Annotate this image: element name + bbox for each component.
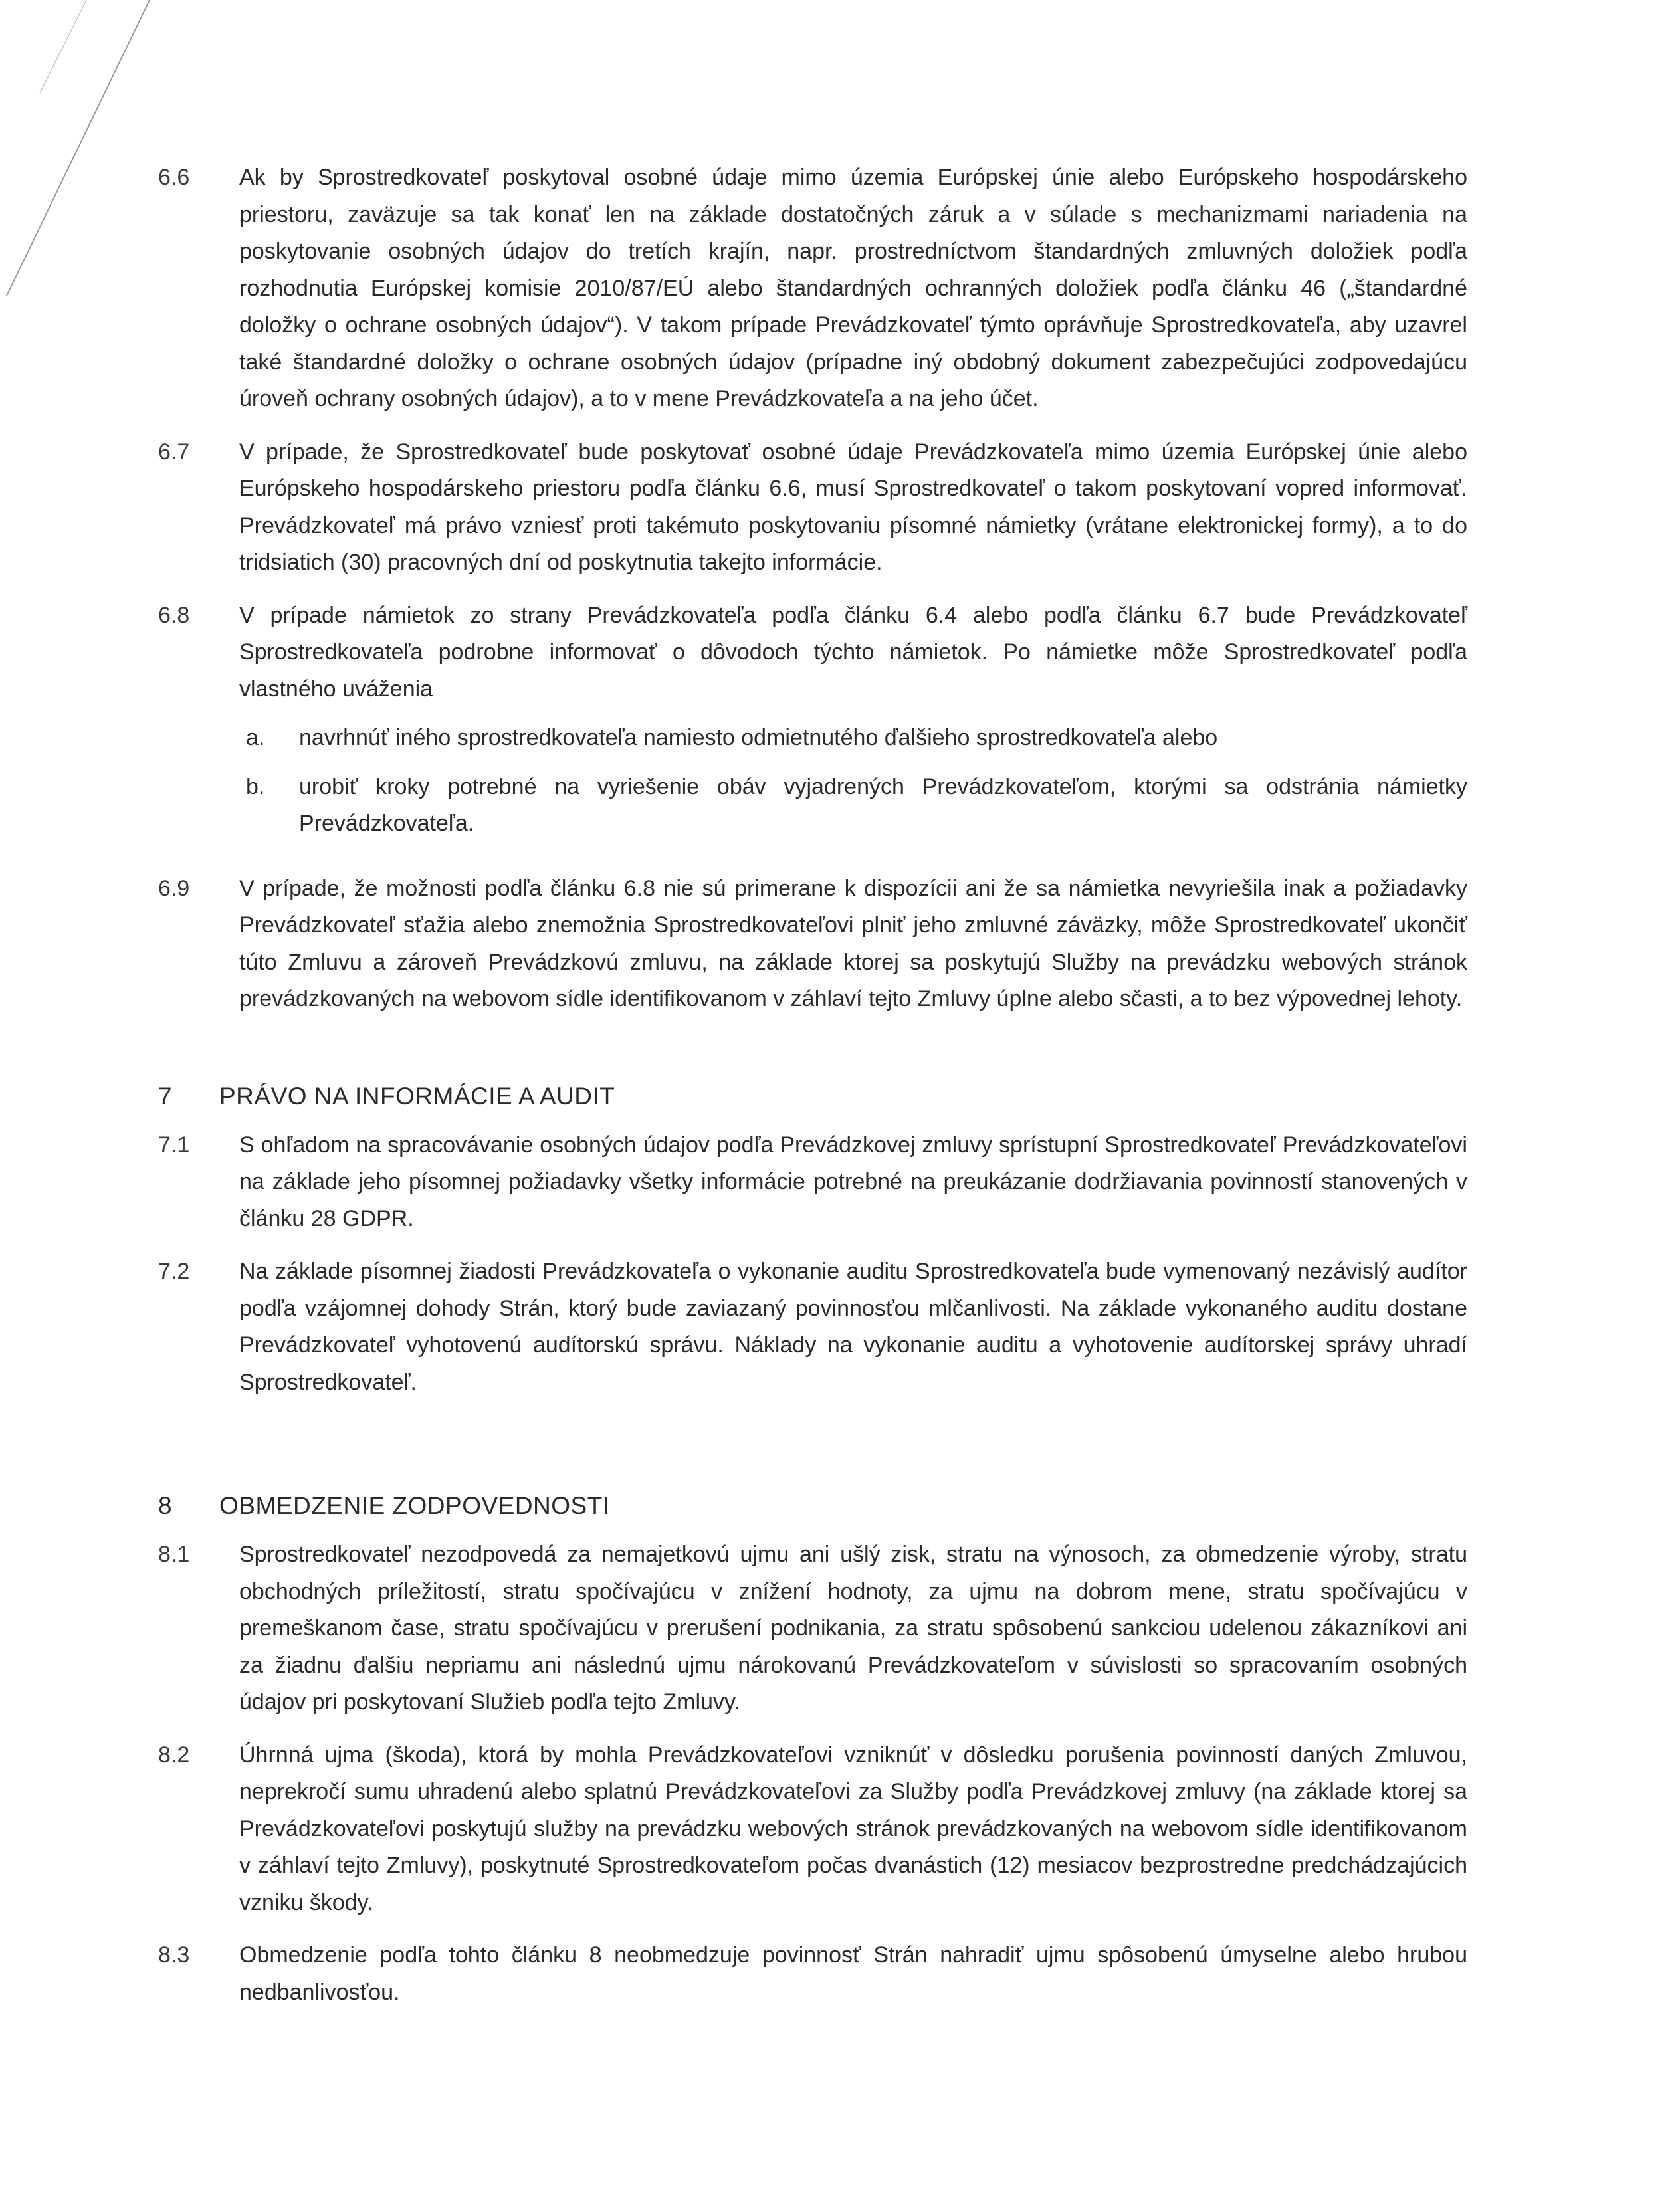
clause-number: 8.3 bbox=[158, 1942, 190, 1968]
clause-text: V prípade, že možnosti podľa článku 6.8 nie sú primerane k dispozícii ani že sa námietka nevyriešila inak a požiadavky Prevádzkovateľ sťažia alebo znemožnia Sprostredkovateľovi plniť jeho zmluvné záväzky, môže Sprostredkovateľ ukončiť túto Zmluvu a zároveň Prevádzkovú zmluvu, na základe ktorej sa poskytujú Služby na prevádzku webových stránok prevádzkovaných na webovom sídle identifikovanom v záhlaví tejto Zmluvy úplne alebo sčasti, a to bez výpovednej lehoty. bbox=[239, 875, 1467, 1011]
subitem-letter: b. bbox=[246, 774, 265, 799]
section-title: OBMEDZENIE ZODPOVEDNOSTI bbox=[219, 1492, 610, 1519]
clause-number: 8.1 bbox=[158, 1542, 190, 1567]
clause-text: Úhrnná ujma (škoda), ktorá by mohla Prevádzkovateľovi vzniknúť v dôsledku porušenia povinností daných Zmluvou, neprekročí sumu uhradenú alebo splatnú Prevádzkovateľovi za Služby podľa Prevádzkovej zmluvy (na základe ktorej sa Prevádzkovateľovi poskytujú služby na prevádzku webových stránok prevádzkovaných na webovom sídle identifikovanom v záhlaví tejto Zmluvy), poskytnuté Sprostredkovateľom počas dvanástich (12) mesiacov bezprostredne predchádzajúcich vzniku škody. bbox=[239, 1742, 1467, 1915]
subitem-a bbox=[239, 720, 1467, 757]
clause-number: 6.7 bbox=[158, 439, 190, 465]
clause-number: 6.6 bbox=[158, 165, 190, 190]
clause-number: 7.2 bbox=[158, 1259, 190, 1284]
contract-page bbox=[158, 159, 1467, 2027]
section-heading-8 bbox=[158, 1487, 1467, 1524]
clause-text: V prípade, že Sprostredkovateľ bude poskytovať osobné údaje Prevádzkovateľa mimo územia Európskej únie alebo Európskeho hospodárskeho priestoru podľa článku 6.6, musí Sprostredkovateľ o takom poskytovaní vopred informovať. Prevádzkovateľ má právo vzniesť proti takémuto poskytovaniu písomné námietky (vrátane elektronickej formy), a to do tridsiatich (30) pracovných dní od poskytnutia takejto informácie. bbox=[239, 439, 1467, 575]
clause-number: 7.1 bbox=[158, 1132, 190, 1158]
clause-6-6 bbox=[158, 159, 1467, 418]
clause-6-7 bbox=[158, 434, 1467, 581]
clause-6-8 bbox=[158, 597, 1467, 855]
section-title: PRÁVO NA INFORMÁCIE A AUDIT bbox=[219, 1082, 615, 1110]
section-number: 8 bbox=[158, 1492, 173, 1519]
clause-text: V prípade námietok zo strany Prevádzkovateľa podľa článku 6.4 alebo podľa článku 6.7 bude Prevádzkovateľ Sprostredkovateľa podrobne informovať o dôvodoch týchto námietok. Po námietke môže Sprostredkovateľ podľa vlastného uváženia bbox=[239, 602, 1467, 702]
subitem-b bbox=[239, 769, 1467, 843]
clause-subitems bbox=[239, 720, 1467, 843]
clause-text: Sprostredkovateľ nezodpovedá za nemajetkovú ujmu ani ušlý zisk, stratu na výnosoch, za obmedzenie výroby, stratu obchodných príležitostí, stratu spočívajúcu v znížení hodnoty, za ujmu na dobrom mene, stratu spočívajúcu v premeškanom čase, stratu spočívajúcu v prerušení podnikania, za stratu spôsobenú sankciou udelenou zákazníkovi ani za žiadnu ďalšiu nepriamu ani následnú ujmu nárokovanú Prevádzkovateľom v súvislosti so spracovaním osobných údajov pri poskytovaní Služieb podľa tejto Zmluvy. bbox=[239, 1542, 1467, 1715]
clause-number: 6.9 bbox=[158, 875, 190, 901]
clause-6-9 bbox=[158, 871, 1467, 1018]
clause-text: Obmedzenie podľa tohto článku 8 neobmedzuje povinnosť Strán nahradiť ujmu spôsobenú úmyselne alebo hrubou nedbanlivosťou. bbox=[239, 1942, 1467, 2005]
clause-text: S ohľadom na spracovávanie osobných údajov podľa Prevádzkovej zmluvy sprístupní Sprostredkovateľ Prevádzkovateľovi na základe jeho písomnej požiadavky všetky informácie potrebné na preukázanie dodržiavania povinností stanovených v článku 28 GDPR. bbox=[239, 1132, 1467, 1231]
section-heading-7 bbox=[158, 1078, 1467, 1115]
section-number: 7 bbox=[158, 1082, 173, 1110]
clause-text: Ak by Sprostredkovateľ poskytoval osobné údaje mimo územia Európskej únie alebo Európskeho hospodárskeho priestoru, zaväzuje sa tak konať len na základe dostatočných záruk a v súlade s mechanizmami nariadenia na poskytovanie osobných údajov do tretích krajín, napr. prostredníctvom štandardných zmluvných doložiek podľa rozhodnutia Európskej komisie 2010/87/EÚ alebo štandardných ochranných doložiek podľa článku 46 („štandardné doložky o ochrane osobných údajov“). V takom prípade Prevádzkovateľ týmto oprávňuje Sprostredkovateľa, aby uzavrel také štandardné doložky o ochrane osobných údajov (prípadne iný obdobný dokument zabezpečujúci zodpovedajúcu úroveň ochrany osobných údajov), a to v mene Prevádzkovateľa a na jeho účet. bbox=[239, 165, 1467, 411]
subitem-text: navrhnúť iného sprostredkovateľa namiesto odmietnutého ďalšieho sprostredkovateľa alebo bbox=[299, 725, 1218, 750]
subitem-letter: a. bbox=[246, 725, 265, 750]
subitem-text: urobiť kroky potrebné na vyriešenie obáv vyjadrených Prevádzkovateľom, ktorými sa odstránia námietky Prevádzkovateľa. bbox=[299, 774, 1467, 836]
clause-number: 6.8 bbox=[158, 602, 190, 628]
clause-8-1 bbox=[158, 1536, 1467, 1721]
clause-text: Na základe písomnej žiadosti Prevádzkovateľa o vykonanie auditu Sprostredkovateľa bude vymenovaný nezávislý audítor podľa vzájomnej dohody Strán, ktorý bude zaviazaný povinnosťou mlčanlivosti. Na základe vykonaného auditu dostane Prevádzkovateľ vyhotovenú audítorskú správu. Náklady na vykonanie auditu a vyhotovenie audítorskej správy uhradí Sprostredkovateľ. bbox=[239, 1259, 1467, 1395]
clause-7-1 bbox=[158, 1127, 1467, 1238]
clause-8-2 bbox=[158, 1737, 1467, 1922]
scan-edge-mark bbox=[0, 0, 159, 306]
clause-number: 8.2 bbox=[158, 1742, 190, 1768]
clause-7-2 bbox=[158, 1253, 1467, 1401]
clause-8-3 bbox=[158, 1937, 1467, 2011]
